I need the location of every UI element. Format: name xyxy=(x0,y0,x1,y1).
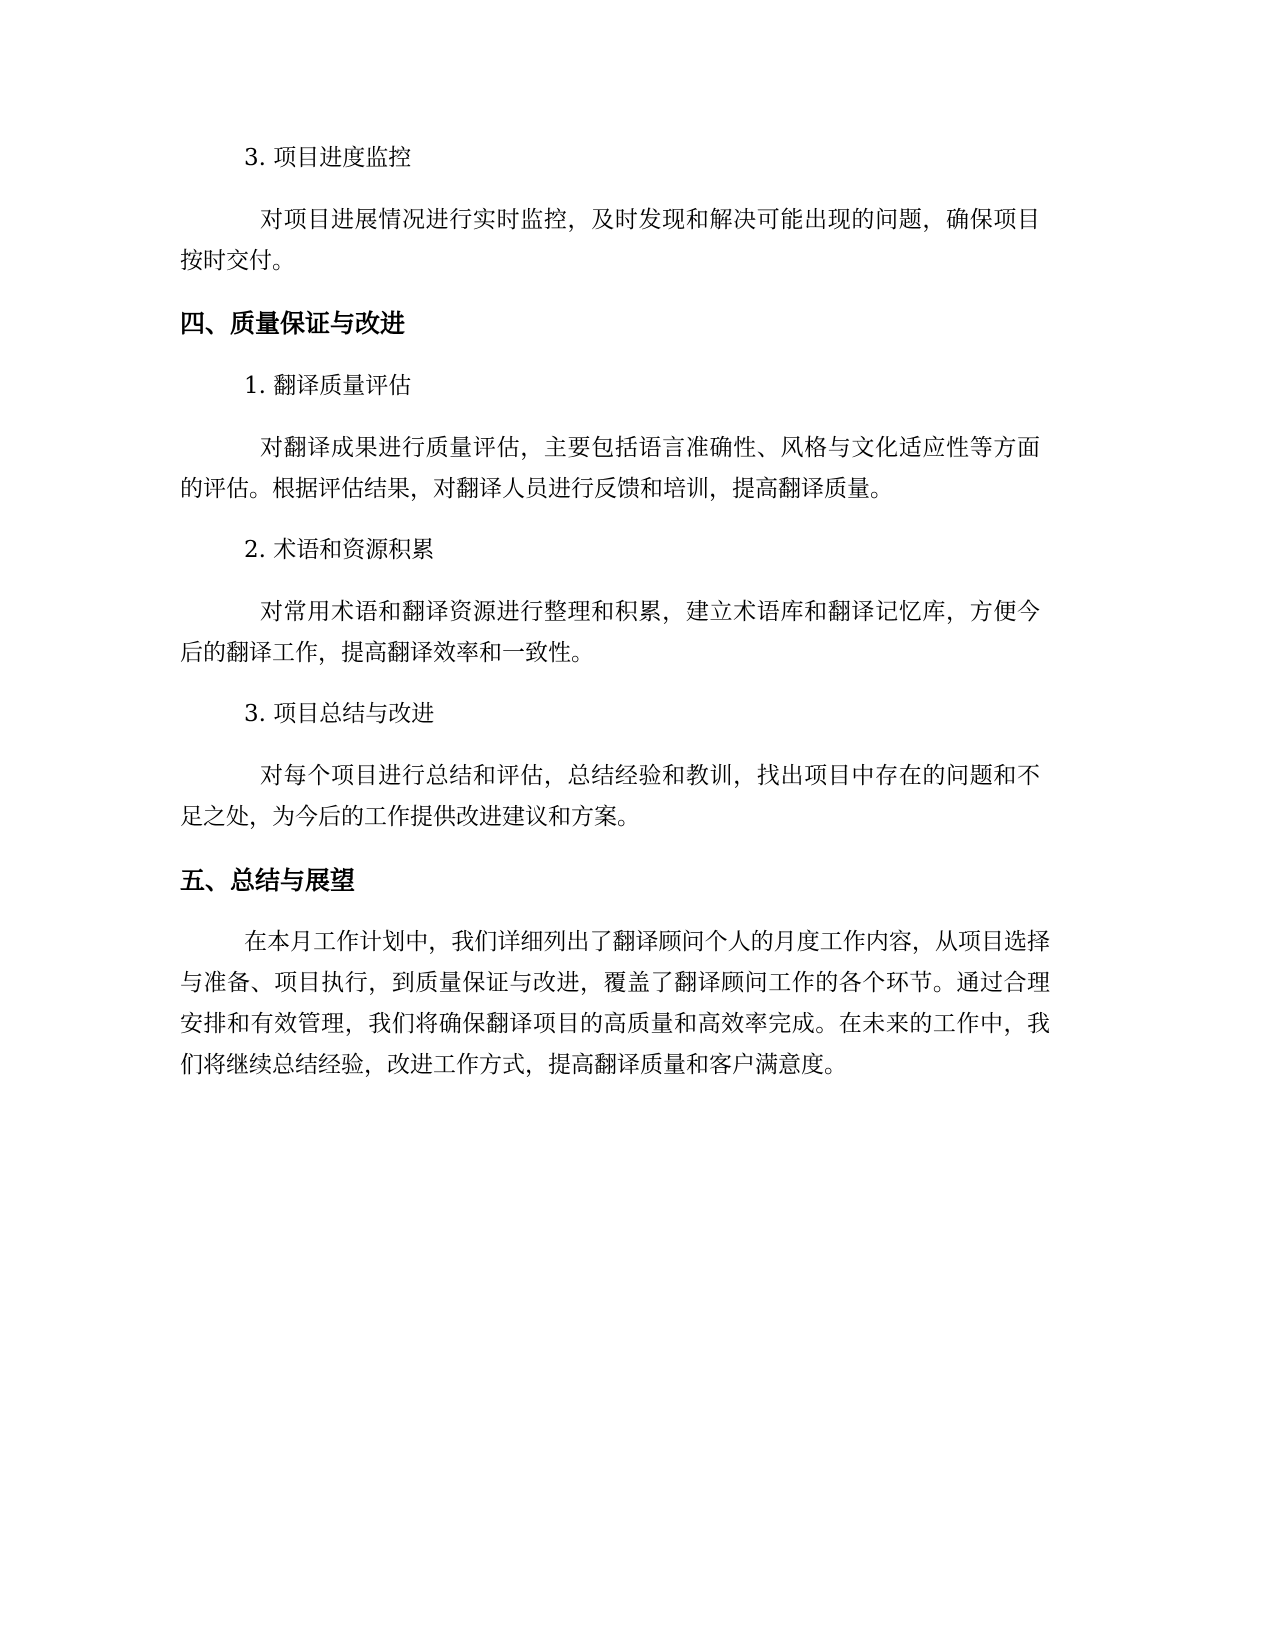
subsection-title-quality-evaluation: 1. 翻译质量评估 xyxy=(244,373,412,399)
subsection-title-progress-monitoring: 3. 项目进度监控 xyxy=(244,145,412,171)
paragraph-terminology: 对常用术语和翻译资源进行整理和积累，建立术语库和翻译记忆库，方便今后的翻译工作，提高翻译效率和一致性。 xyxy=(180,599,1040,666)
paragraph-quality-evaluation: 对翻译成果进行质量评估，主要包括语言准确性、风格与文化适应性等方面的评估。根据评估结果，对翻译人员进行反馈和培训，提高翻译质量。 xyxy=(180,435,1040,502)
section-heading-quality-assurance: 四、质量保证与改进 xyxy=(180,309,406,338)
paragraph-progress-monitoring: 对项目进展情况进行实时监控，及时发现和解决可能出现的问题，确保项目按时交付。 xyxy=(180,207,1040,274)
paragraph-project-summary: 对每个项目进行总结和评估，总结经验和教训，找出项目中存在的问题和不足之处，为今后的工作提供改进建议和方案。 xyxy=(180,763,1040,830)
subsection-title-project-summary: 3. 项目总结与改进 xyxy=(244,701,435,727)
paragraph-summary-outlook: 在本月工作计划中，我们详细列出了翻译顾问个人的月度工作内容，从项目选择与准备、项目执行，到质量保证与改进，覆盖了翻译顾问工作的各个环节。通过合理安排和有效管理，我们将确保翻译项目的高质量和高效率完成。在未来的工作中，我们将继续总结经验，改进工作方式，提高翻译质量和客户满意度。 xyxy=(180,929,1050,1078)
section-heading-summary-outlook: 五、总结与展望 xyxy=(180,866,356,895)
subsection-title-terminology: 2. 术语和资源积累 xyxy=(244,537,435,563)
